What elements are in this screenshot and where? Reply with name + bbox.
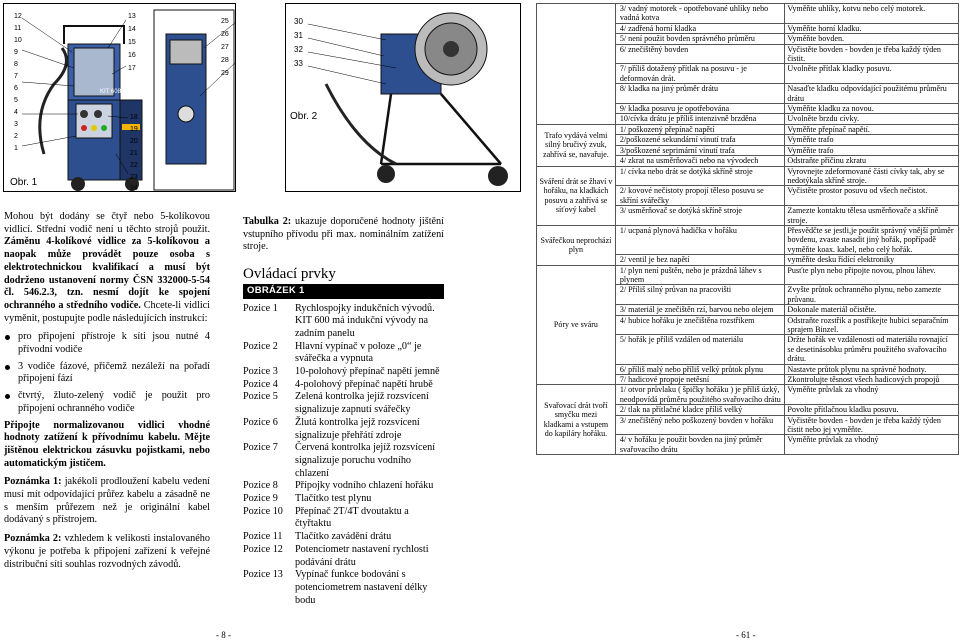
callout-32: 32 — [294, 45, 303, 54]
table-row — [537, 225, 959, 254]
position-row — [243, 391, 444, 416]
table-row — [537, 265, 959, 285]
section-heading: Ovládací prvky — [243, 266, 336, 283]
callout-27: 27 — [221, 44, 229, 51]
position-row — [243, 493, 444, 506]
position-label: Pozice 9 — [243, 493, 278, 505]
position-label: Pozice 3 — [243, 366, 278, 378]
remedy-cell: Držte hořák ve vzdálenosti od materiálu rovnající se desetinásobku průměru použitého svařovacího drátu. — [785, 335, 959, 364]
remedy-cell: Pusťte plyn nebo připojte novou, plnou láhev. — [785, 265, 959, 285]
callout-15: 15 — [128, 39, 136, 46]
remedy-cell: Vyměňte bovden. — [785, 34, 959, 44]
position-text: Rychlospojky indukčních vývodů. KIT 600 má indukční vývody na zadním panelu — [295, 302, 435, 339]
cause-cell: 5/ není použit bovden správného průměru — [615, 34, 785, 44]
callout-19: 19 — [130, 126, 138, 133]
positions-list — [243, 303, 444, 608]
position-text: Hlavní vypínač v poloze „0“ je svářečka a vypnuta — [295, 340, 422, 365]
cause-cell: 1/ plyn není puštěn, nebo je prázdná láhev s plynem — [615, 265, 785, 285]
remedy-cell: Vyčistěte bovden - bovden je třeba každý týden čistit. — [785, 44, 959, 64]
cause-cell: 3/ materiál je znečištěn rzí, barvou nebo olejem — [615, 305, 785, 315]
position-label: Pozice 2 — [243, 340, 278, 352]
position-text: Zelená kontrolka jejíž rozsvícení signalizuje zapnutí svářečky — [295, 391, 429, 416]
cause-cell: 3/ vadný motorek - opotřebované uhlíky nebo vadná kotva — [615, 4, 785, 24]
callout-20: 20 — [130, 138, 138, 145]
position-text: Potenciometr nastavení rychlosti podávání drátu — [295, 543, 429, 568]
page-number-left: - 8 - — [216, 630, 231, 640]
callout-22: 22 — [130, 162, 138, 169]
cause-cell: 3/ znečištěný nebo poškozený bovden v hořáku — [615, 415, 785, 435]
symptom-cell — [537, 4, 616, 125]
cause-cell: 4/ zadřená horní kladka — [615, 23, 785, 33]
remedy-cell: Vyměňte horní kladku. — [785, 23, 959, 33]
position-row — [243, 417, 444, 442]
cause-cell: 1/ ucpaná plynová hadička v hořáku — [615, 225, 785, 254]
cause-cell: 6/ znečištěný bovden — [615, 44, 785, 64]
cause-cell: 1/ cívka nebo drát se dotýká skříně stroje — [615, 166, 785, 186]
callout-4: 4 — [14, 109, 18, 116]
callout-28: 28 — [221, 57, 229, 64]
callout-31: 31 — [294, 31, 303, 40]
position-label: Pozice 11 — [243, 531, 283, 543]
callout-2: 2 — [14, 133, 18, 140]
callout-6: 6 — [14, 85, 18, 92]
cause-cell: 1/ otvor průvlaku ( špičky hořáku ) je příliš úzký, neodpovídá průměru použitého svařovacího drátu — [615, 385, 785, 405]
callout-26: 26 — [221, 31, 229, 38]
machine-badge: KIT 608 — [100, 89, 121, 95]
remedy-cell: Nastavte průtok plynu na správné hodnoty. — [785, 364, 959, 374]
position-label: Pozice 10 — [243, 505, 283, 517]
remedy-cell: Vyměňte trafo — [785, 135, 959, 145]
cause-cell: 4/ v hořáku je použit bovden na jiný průměr svařovacího drátu — [615, 435, 785, 455]
cause-cell: 3/poškozené seprimární vinutí trafa — [615, 145, 785, 155]
position-label: Pozice 1 — [243, 302, 278, 314]
position-text: Žlutá kontrolka jejž rozsvícení signalizuje přehřátí zdroje — [295, 416, 420, 441]
callout-9: 9 — [14, 49, 18, 56]
position-row — [243, 366, 444, 379]
callout-16: 16 — [128, 52, 136, 59]
symptom-cell: Sváření drát se žhaví v hořáku, na kladkách posuvu a zahřívá se síťový kabel — [537, 166, 616, 225]
remedy-cell: vyměňte desku řídící elektroniky — [785, 255, 959, 265]
wire-list — [4, 331, 210, 415]
cause-cell: 6/ příliš malý nebo příliš velký průtok plynu — [615, 364, 785, 374]
symptom-cell: Svářečkou neprochází plyn — [537, 225, 616, 265]
callout-1: 1 — [14, 145, 18, 152]
position-row — [243, 531, 444, 544]
figure-1-label: Obr. 1 — [10, 177, 38, 188]
remedy-cell: Vyměňte kladku za novou. — [785, 104, 959, 114]
table-note: Tabulka 2: ukazuje doporučené hodnoty jištění vstupního přívodu při max. nominálním zatížení stroje. — [243, 216, 444, 253]
position-label: Pozice 4 — [243, 378, 278, 390]
figure-banner: OBRÁZEK 1 — [243, 284, 444, 299]
callout-8: 8 — [14, 61, 18, 68]
callout-25: 25 — [221, 18, 229, 25]
position-row — [243, 442, 444, 480]
remedy-cell: Zamezte kontaktu tělesa usměrňovače a skříně stroje. — [785, 206, 959, 226]
position-text: Přepínač 2T/4T dvoutaktu a čtyřtaktu — [295, 505, 409, 530]
remedy-cell: Odstraňte příčinu zkratu — [785, 156, 959, 166]
remedy-cell: Odstraňte rozstřik a postřikejte hubici separačním sprajem Binzel. — [785, 315, 959, 335]
callout-12: 12 — [14, 13, 22, 20]
cause-cell: 4/ zkrat na usměrňovači nebo na vývodech — [615, 156, 785, 166]
remedy-cell: Vyměňte uhlíky, kotvu nebo celý motorek. — [785, 4, 959, 24]
cause-cell: 7/ příliš dotažený přítlak na posuvu - je deformován drát. — [615, 64, 785, 84]
table-row — [537, 124, 959, 134]
cause-cell: 2/ kovové nečistoty propojí těleso posuvu se skříní svářečky — [615, 186, 785, 206]
position-row — [243, 569, 444, 607]
cause-cell: 8/ kladka na jiný průměr drátu — [615, 84, 785, 104]
cause-cell: 2/ Příliš silný průvan na pracovišti — [615, 285, 785, 305]
callout-33: 33 — [294, 59, 303, 68]
callout-24: 24 — [130, 185, 138, 192]
position-label: Pozice 12 — [243, 543, 283, 555]
callout-29: 29 — [221, 70, 229, 77]
connection-instructions — [4, 211, 210, 574]
callout-21: 21 — [130, 150, 138, 157]
list-item: 3 vodiče fázové, přičemž nezáleží na pořadí připojení fází — [4, 361, 210, 386]
remedy-cell: Zkontrolujte těsnost všech hadicových propojů — [785, 375, 959, 385]
position-row — [243, 379, 444, 392]
position-label: Pozice 6 — [243, 416, 278, 428]
figure-2-label: Obr. 2 — [290, 111, 318, 122]
table-row — [537, 385, 959, 405]
remedy-cell: Uvolněte brzdu cívky. — [785, 114, 959, 124]
position-text: 4-polohový přepínač napětí hrubě — [295, 378, 433, 390]
table-row — [537, 166, 959, 186]
callout-11: 11 — [14, 25, 22, 32]
remedy-cell: Vyměňte průvlak za vhodný — [785, 435, 959, 455]
position-label: Pozice 13 — [243, 569, 283, 581]
welder-illustration — [4, 4, 236, 192]
position-label: Pozice 5 — [243, 391, 278, 403]
callout-17: 17 — [128, 65, 136, 72]
list-item: čtvrtý, žluto-zelený vodič je použit pro připojení ochranného vodiče — [4, 390, 210, 415]
symptom-cell: Póry ve sváru — [537, 265, 616, 385]
position-row — [243, 341, 444, 366]
cause-cell: 1/ poškozený přepínač napětí — [615, 124, 785, 134]
list-item: pro připojení přístroje k síti jsou nutné 4 přívodní vodiče — [4, 331, 210, 356]
note-1: Poznámka 1: jakékoli prodloužení kabelu vedení musí mít odpovídající průřez kabelu a zásadně ne s menším průřezem než je originální kabel dodávaný s přístrojem. — [4, 476, 210, 526]
cause-cell: 4/ hubice hořáku je znečištěna rozstřikem — [615, 315, 785, 335]
callout-13: 13 — [128, 13, 136, 20]
position-text: 10-polohový přepínač napětí jemně — [295, 366, 440, 378]
cause-cell: 10/cívka drátu je příliš intenzivně brzděna — [615, 114, 785, 124]
remedy-cell: Vyměňte přepínač napětí. — [785, 124, 959, 134]
remedy-cell: Vyčistěte prostor posuvu od všech nečistot. — [785, 186, 959, 206]
remedy-cell: Zvyšte průtok ochranného plynu, nebo zamezte průvanu. — [785, 285, 959, 305]
callout-18: 18 — [130, 114, 138, 121]
position-label: Pozice 8 — [243, 480, 278, 492]
remedy-cell: Nasaďte kladku odpovídající použitému průměru drátu — [785, 84, 959, 104]
figure-1 — [3, 3, 236, 192]
remedy-cell: Vyměňte průvlak za vhodný — [785, 385, 959, 405]
position-text: Červená kontrolka jejíž rozsvícení signalizuje poruchu vodního chlazení — [295, 442, 436, 479]
remedy-cell: Dokonale materiál očistěte. — [785, 305, 959, 315]
warning-paragraph: Připojte normalizovanou vidlici vhodné hodnoty zatížení k přívodnímu kabelu. Mějte jištěnou elektrickou zásuvku pojistkami, nebo automatickým jističem. — [4, 419, 210, 469]
cause-cell: 5/ hořák je příliš vzdálen od materiálu — [615, 335, 785, 364]
position-text: Tlačítko zavádění drátu — [295, 531, 392, 543]
remedy-cell: Vyměňte trafo — [785, 145, 959, 155]
position-row — [243, 544, 444, 569]
control-panel — [76, 104, 112, 138]
page-number-right: - 61 - — [736, 630, 756, 640]
position-row — [243, 480, 444, 493]
troubleshooting-table — [536, 3, 959, 455]
position-row — [243, 303, 444, 341]
table-row — [537, 4, 959, 24]
wire-feeder-illustration — [286, 4, 521, 192]
callout-30: 30 — [294, 17, 303, 26]
remedy-cell: Vyčistěte bovden - bovden je třeba každý týden čistit nebo jej vyměňte. — [785, 415, 959, 435]
position-label: Pozice 7 — [243, 442, 278, 454]
controls-section — [243, 216, 444, 607]
position-text: Tlačítko test plynu — [295, 493, 372, 505]
cause-cell: 2/ tlak na přítlačné kladce příliš velký — [615, 405, 785, 415]
cause-cell: 7/ hadicové propoje netěsní — [615, 375, 785, 385]
callout-5: 5 — [14, 97, 18, 104]
cause-cell: 3/ usměrňovač se dotýká skříně stroje — [615, 206, 785, 226]
position-text: Vypínač funkce bodování s potenciometrem nastavení délky bodu — [295, 569, 428, 606]
position-text: Přípojky vodního chlazení hořáku — [295, 480, 434, 492]
position-row — [243, 506, 444, 531]
callout-14: 14 — [128, 26, 136, 33]
callout-7: 7 — [14, 73, 18, 80]
symptom-cell: Svařovací drát tvoří smyčku mezi kladkami a vstupem do kapiláry hořáku. — [537, 385, 616, 455]
callout-10: 10 — [14, 37, 22, 44]
cause-cell: 2/poškozené sekundární vinutí trafa — [615, 135, 785, 145]
remedy-cell: Přesvědčte se jestli,je použit správný vnější průměr bovdenu, zvaste nasadit jiný hořák, popřípadě vyměňte koax. kabel, nebo celý hořák. — [785, 225, 959, 254]
symptom-cell: Trafo vydává velmi silný bručivý zvuk, zahřívá se, navařuje. — [537, 124, 616, 166]
remedy-cell: Povolte přítlačnou kladku posuvu. — [785, 405, 959, 415]
callout-3: 3 — [14, 121, 18, 128]
remedy-cell: Uvolněte přítlak kladky posuvu. — [785, 64, 959, 84]
cause-cell: 2/ ventil je bez napětí — [615, 255, 785, 265]
intro-paragraph: Mohou být dodány se čtyř nebo 5-kolíkovou vidlicí. Střední vodič není u těchto strojů použit. Záměnu 4-kolíkové vidlice za 5-kolíkovou a naopak může provádět pouze osoba s elektrotechnickou kvalifikací a musí být dodrženo ustanovení normy ČSN 332000-5-54 čl. 546.2.3, tzn. nesmí dojít ke spojení ochranného a středního vodiče. Chcete-li vidlici vyměnit, postupujte podle následujících instrukcí: — [4, 211, 211, 324]
figure-2 — [285, 3, 521, 192]
cause-cell: 9/ kladka posuvu je opotřebována — [615, 104, 785, 114]
note-2: Poznámka 2: vzhledem k velikosti instalovaného výkonu je potřeba k připojení zařízení k veřejné distribuční síti souhlas rozvodných závodů. — [4, 533, 210, 570]
remedy-cell: Vyrovnejte zdeformované části cívky tak, aby se nedotýkala skříně stroje. — [785, 166, 959, 186]
callout-23: 23 — [130, 174, 138, 181]
